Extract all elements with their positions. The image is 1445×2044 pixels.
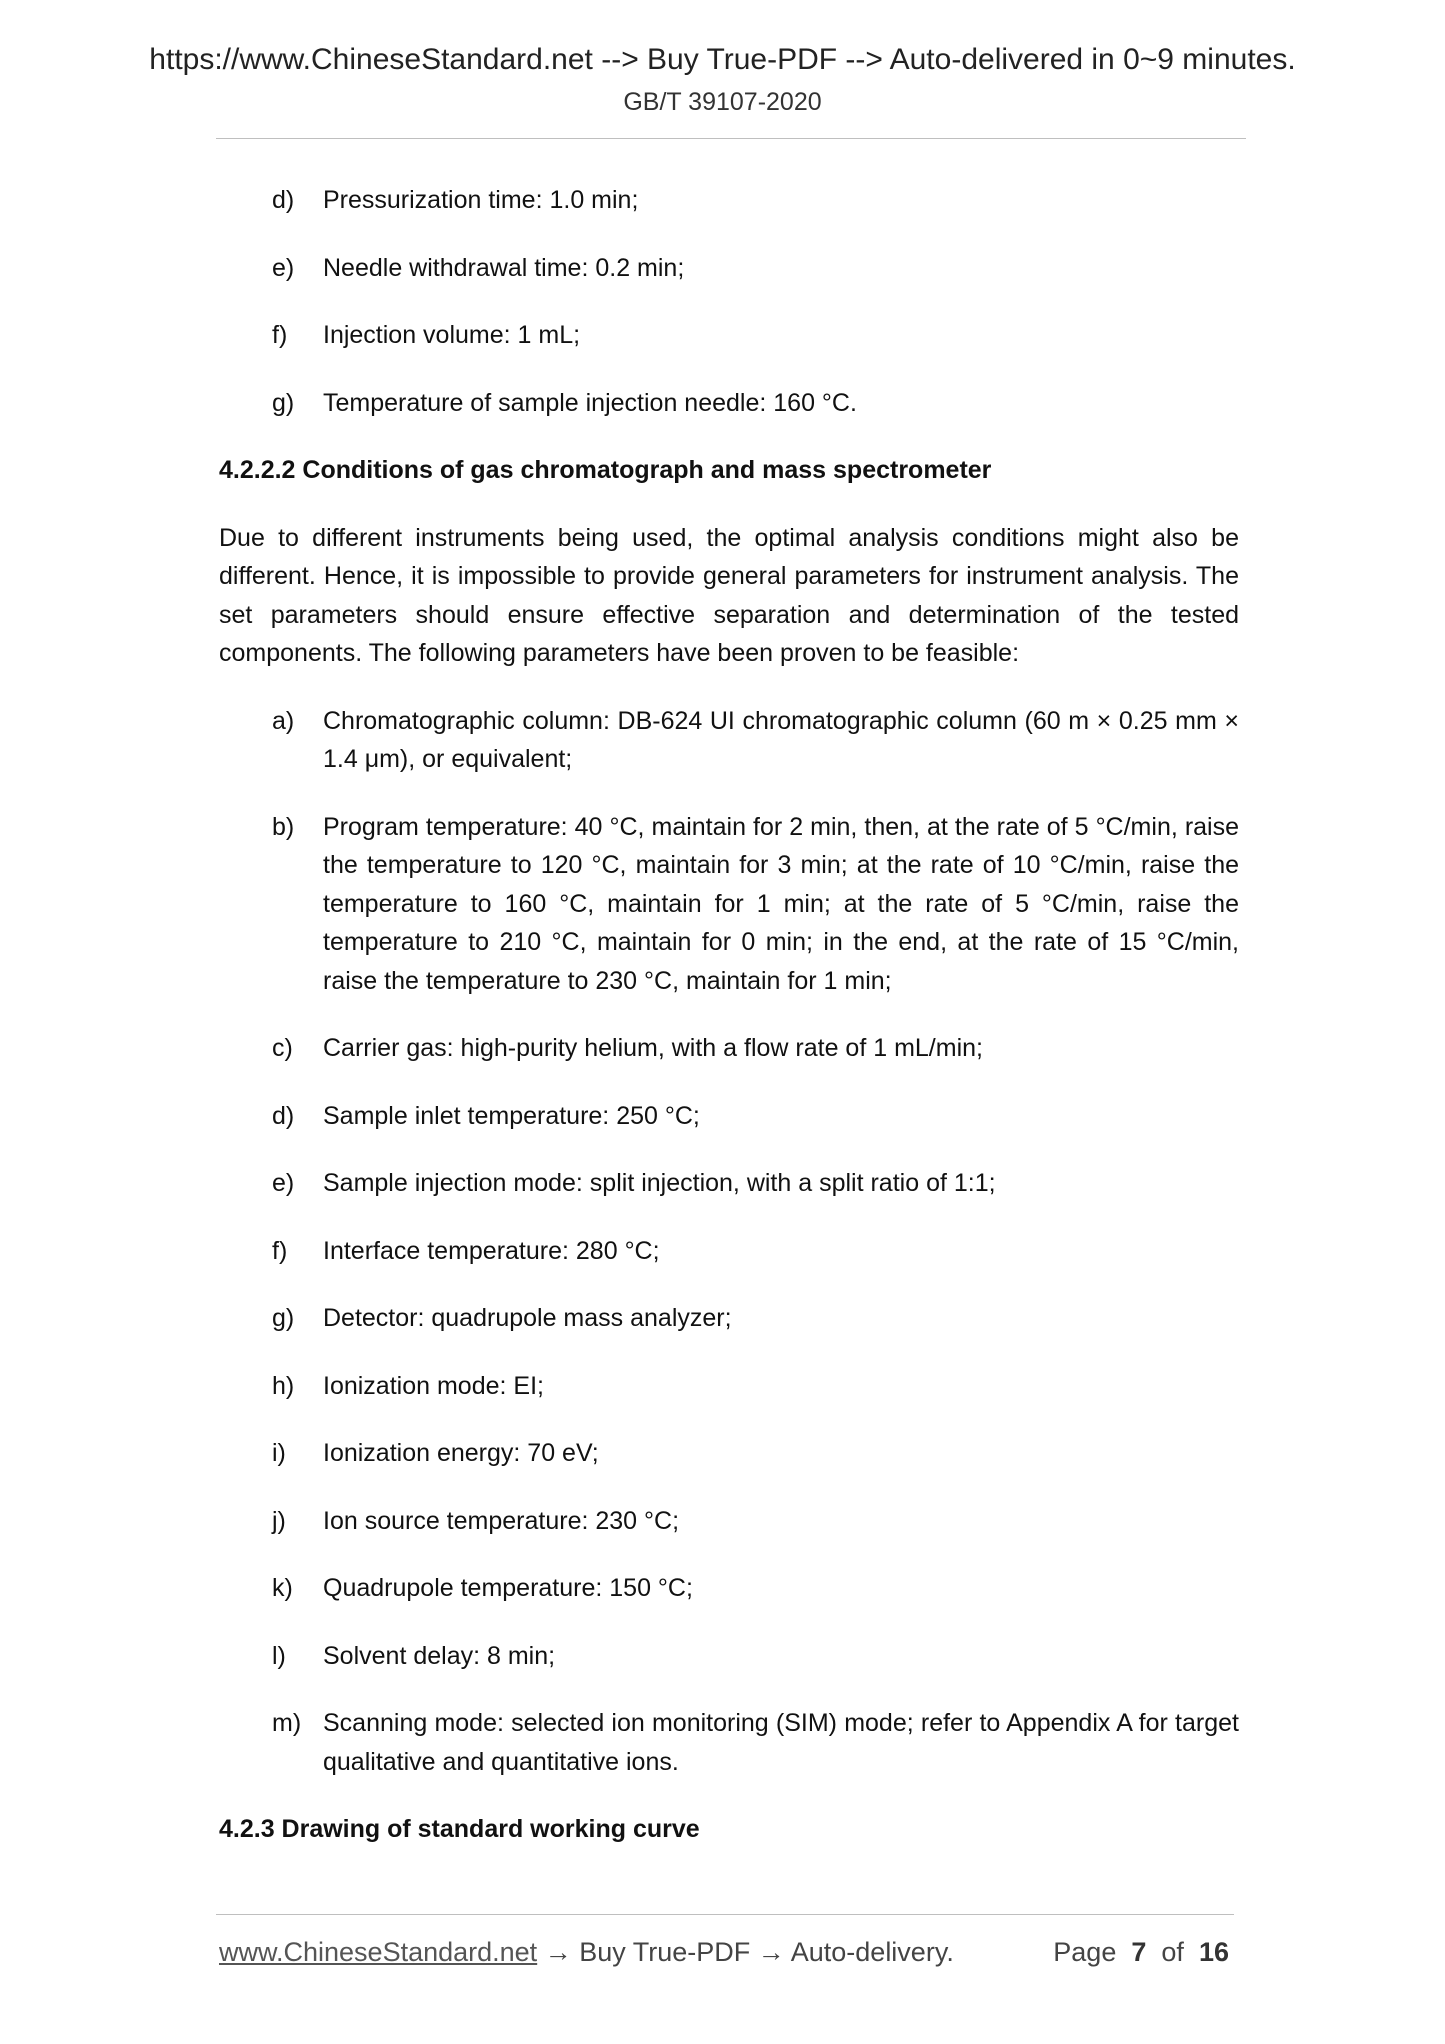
item-text: Sample injection mode: split injection, with a split ratio of 1:1; (323, 1169, 996, 1197)
item-label: b) (272, 812, 295, 841)
list-item (219, 1434, 1239, 1473)
section-heading-423: 4.2.3 Drawing of standard working curve (219, 1815, 700, 1843)
gcms-params-list (219, 702, 1239, 1782)
page-indicator (1053, 1932, 1229, 1972)
item-label: i) (272, 1439, 286, 1467)
footer-site-link[interactable]: www.ChineseStandard.net (219, 1937, 538, 1967)
item-text: Ionization energy: 70 eV; (323, 1439, 599, 1467)
item-label: g) (272, 1304, 295, 1332)
item-text: Detector: quadrupole mass analyzer; (323, 1304, 732, 1332)
item-label: l) (272, 1641, 286, 1670)
item-text: Pressurization time: 1.0 min; (323, 186, 639, 214)
of-word: of (1161, 1937, 1184, 1967)
list-item (219, 1164, 1239, 1203)
standard-number: GB/T 39107-2020 (623, 88, 822, 116)
section-heading-4222: 4.2.2.2 Conditions of gas chromatograph and mass spectrometer (219, 456, 992, 484)
item-label: m) (272, 1709, 302, 1737)
item-label: e) (272, 1169, 295, 1197)
page-word: Page (1053, 1937, 1117, 1967)
list-item (219, 1232, 1239, 1271)
list-item (219, 1637, 1239, 1676)
footer-tagline: → Buy True-PDF → Auto-delivery. (537, 1937, 954, 1967)
item-label: j) (272, 1506, 286, 1535)
list-item (219, 316, 1239, 355)
item-label: c) (272, 1034, 293, 1062)
list-item (219, 1097, 1239, 1136)
section-paragraph: Due to different instruments being used, the optimal analysis conditions might also be different. Hence, it is impossible to provide general parameters for instrument analysis. The set parameters should ensure effective separation and determination of the tested components. The following parameters have been proven to be feasible: (219, 523, 1239, 667)
header-divider (216, 138, 1246, 139)
item-text: Temperature of sample injection needle: 160 °C. (323, 388, 857, 417)
list-item (219, 181, 1239, 220)
list-item (219, 1367, 1239, 1406)
list-item (219, 702, 1239, 779)
item-label: g) (272, 388, 295, 417)
list-item (219, 1704, 1239, 1781)
item-text: Carrier gas: high-purity helium, with a flow rate of 1 mL/min; (323, 1034, 983, 1062)
list-item (219, 1029, 1239, 1068)
list-item (219, 1299, 1239, 1338)
item-text: Quadrupole temperature: 150 °C; (323, 1574, 693, 1602)
page-content (219, 181, 1239, 1849)
item-label: h) (272, 1371, 295, 1400)
footer-divider (216, 1914, 1234, 1915)
list-item (219, 1502, 1239, 1541)
item-text: Interface temperature: 280 °C; (323, 1236, 660, 1265)
item-text: Needle withdrawal time: 0.2 min; (323, 253, 685, 282)
item-text: Ionization mode: EI; (323, 1371, 544, 1400)
item-label: d) (272, 186, 295, 214)
item-label: d) (272, 1101, 295, 1130)
item-label: f) (272, 1236, 288, 1265)
item-text: Scanning mode: selected ion monitoring (SIM) mode; refer to Appendix A for target qualitative and quantitative ions. (323, 1709, 1239, 1776)
injection-params-list (219, 181, 1239, 422)
item-label: a) (272, 706, 295, 735)
page-total: 16 (1198, 1937, 1229, 1967)
item-label: e) (272, 253, 295, 282)
item-text: Injection volume: 1 mL; (323, 321, 581, 349)
item-text: Chromatographic column: DB-624 UI chromatographic column (60 m × 0.25 mm × 1.4 μm), or equivalent; (323, 706, 1239, 773)
item-text: Sample inlet temperature: 250 °C; (323, 1101, 700, 1130)
list-item (219, 1569, 1239, 1608)
item-label: k) (272, 1574, 293, 1602)
page-footer (219, 1932, 1233, 1972)
page-current: 7 (1131, 1937, 1147, 1967)
header-banner: https://www.ChineseStandard.net --> Buy True-PDF --> Auto-delivered in 0~9 minutes. (149, 43, 1296, 76)
list-item (219, 384, 1239, 423)
footer-left (219, 1932, 954, 1972)
list-item (219, 249, 1239, 288)
item-text: Program temperature: 40 °C, maintain for 2 min, then, at the rate of 5 °C/min, raise the temperature to 120 °C, maintain for 3 min; at the rate of 10 °C/min, raise the temperature to 160 °C, maintain for 1 min; at the rate of 5 °C/min, raise the temperature to 210 °C, maintain for 0 min; in the end, at the rate of 15 °C/min, raise the temperature to 230 °C, maintain for 1 min; (323, 812, 1239, 995)
list-item (219, 808, 1239, 1001)
item-label: f) (272, 321, 288, 349)
item-text: Solvent delay: 8 min; (323, 1641, 556, 1670)
item-text: Ion source temperature: 230 °C; (323, 1506, 680, 1535)
